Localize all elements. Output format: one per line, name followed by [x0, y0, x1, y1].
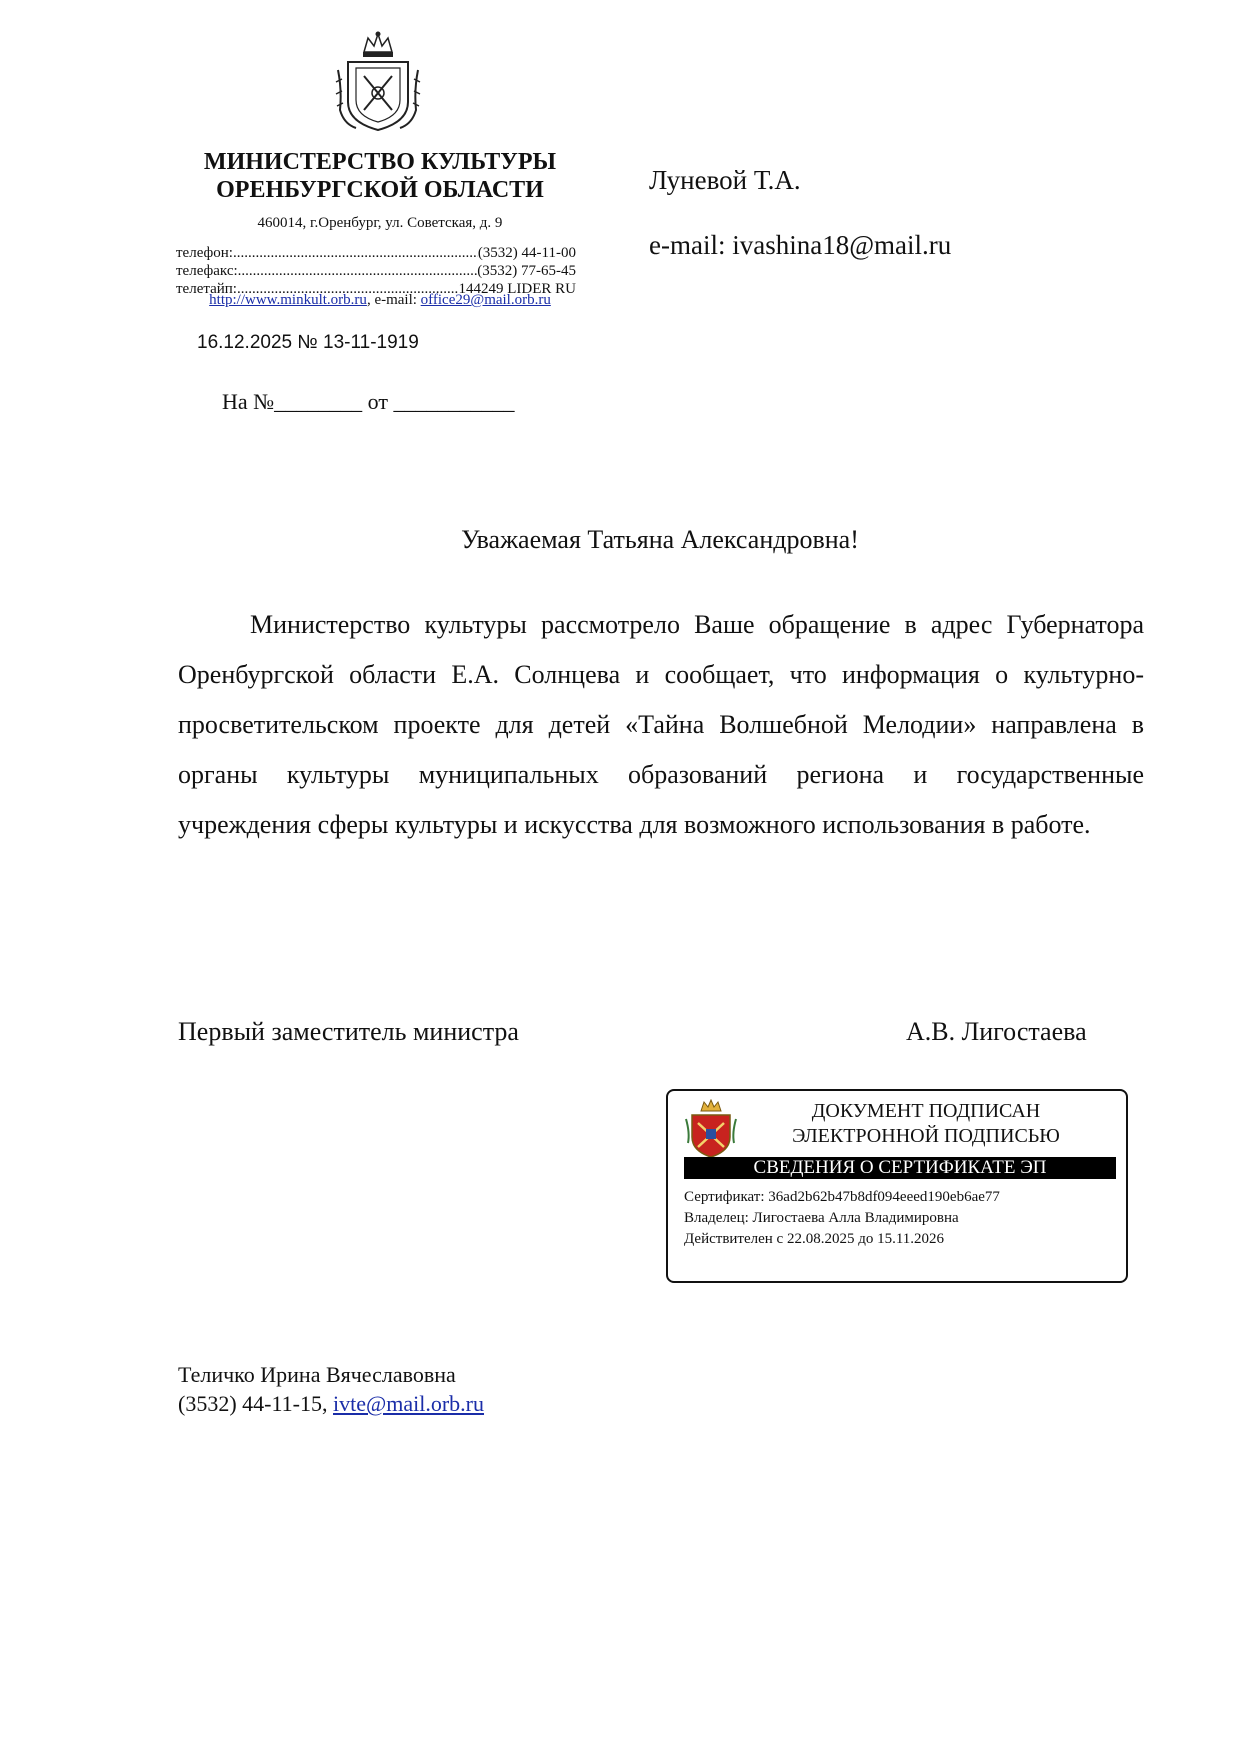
org-address: 460014, г.Оренбург, ул. Советская, д. 9	[257, 215, 503, 231]
executor-contact	[178, 1360, 484, 1418]
recipient-email: e-mail: ivashina18@mail.ru	[649, 230, 952, 260]
stamp-title-line-2: ЭЛЕКТРОННОЙ ПОДПИСЬЮ	[792, 1125, 1060, 1147]
letter-body: Министерство культуры рассмотрело Ваше обращение в адрес Губернатора Оренбургской области Е.А. Солнцева и сообщает, что информация о культурно-просветительском проекте для детей «Тайна Волшебной Мелодии» направлена в органы культуры муниципальных образований региона и государственные учреждения сферы культуры и искусства для возможного использования в работе.	[178, 610, 1144, 839]
region-emblem-icon	[684, 1099, 738, 1159]
stamp-title	[746, 1099, 1106, 1149]
email-prefix: , e-mail:	[366, 292, 421, 308]
certificate-validity: Действителен с 22.08.2025 до 15.11.2026	[684, 1231, 945, 1247]
contact-teletype-label: телетайп:	[176, 281, 237, 297]
org-email-link[interactable]: office29@mail.orb.ru	[420, 292, 551, 308]
contact-fax	[176, 262, 576, 280]
executor-email-link[interactable]: ivte@mail.orb.ru	[333, 1391, 485, 1416]
org-line-1: МИНИСТЕРСТВО КУЛЬТУРЫ	[203, 149, 557, 175]
signer-title: Первый заместитель министра	[178, 1017, 519, 1046]
contact-phone-label: телефон:	[176, 245, 233, 261]
website-link[interactable]: http://www.minkult.orb.ru	[209, 292, 367, 308]
contact-teletype-value: 144249 LIDER RU	[458, 281, 576, 297]
coat-of-arms-icon	[334, 30, 422, 134]
contact-fax-label: телефакс:	[176, 263, 238, 279]
electronic-signature-stamp	[666, 1089, 1128, 1283]
org-line-2: ОРЕНБУРГСКОЙ ОБЛАСТИ	[216, 177, 544, 203]
contact-fax-value: (3532) 77-65-45	[477, 263, 576, 279]
certificate-number: Сертификат: 36ad2b62b47b8df094eeed190eb6ae77	[684, 1189, 1000, 1205]
certificate-owner: Владелец: Лигостаева Алла Владимировна	[684, 1210, 959, 1226]
stamp-title-line-1: ДОКУМЕНТ ПОДПИСАН	[811, 1100, 1041, 1122]
certificate-info-header: СВЕДЕНИЯ О СЕРТИФИКАТЕ ЭП	[684, 1157, 1116, 1179]
organization-name	[130, 148, 630, 204]
registration-number: 16.12.2025 № 13-11-1919	[197, 332, 419, 353]
contact-phone	[176, 244, 576, 262]
recipient-name: Луневой Т.А.	[649, 165, 801, 195]
reference-line: На №________ от ___________	[222, 389, 515, 414]
signer-name: А.В. Лигостаева	[906, 1017, 1087, 1046]
executor-name: Теличко Ирина Вячеславовна	[178, 1362, 456, 1387]
executor-phone: (3532) 44-11-15,	[178, 1391, 333, 1416]
contact-phone-value: (3532) 44-11-00	[477, 245, 576, 261]
org-links	[130, 292, 630, 309]
greeting: Уважаемая Татьяна Александровна!	[461, 525, 859, 554]
